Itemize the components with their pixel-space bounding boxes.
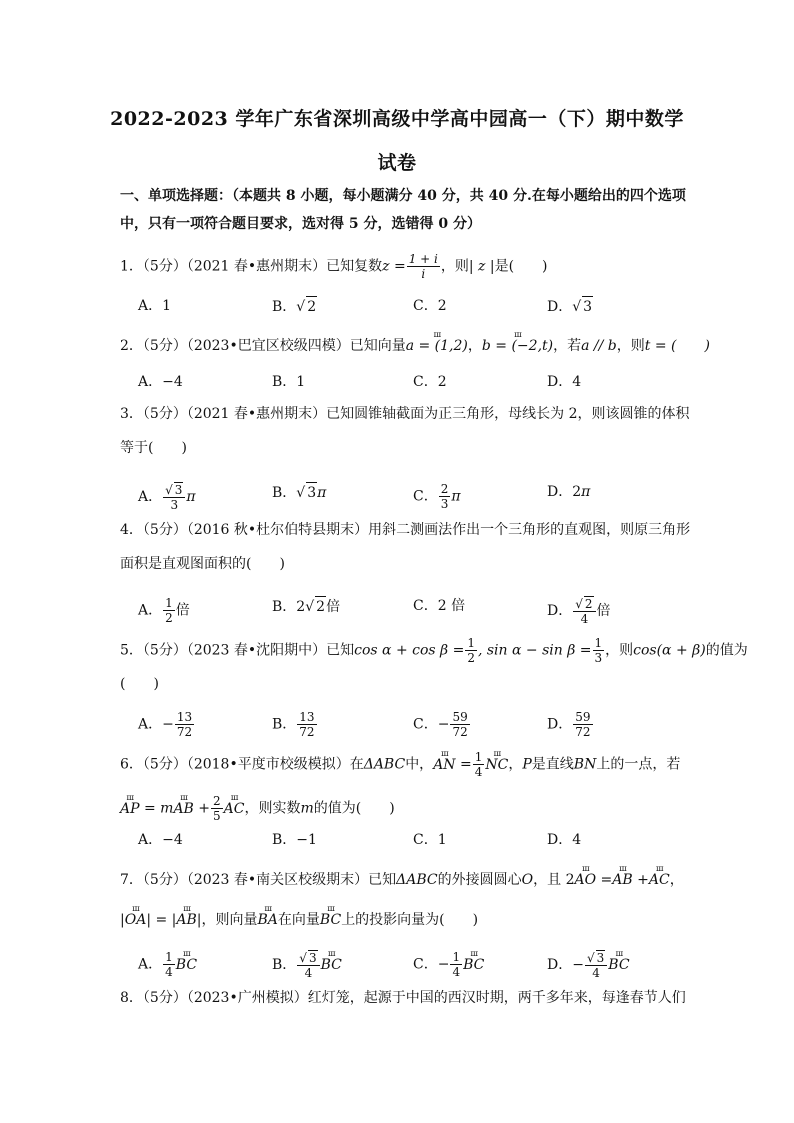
q3-option-c: C． $\frac{2}{3}$ π [413, 482, 461, 511]
q2-option-c: C．2 [413, 374, 447, 390]
q2-vector-a: ш a = (1,2) [406, 336, 468, 356]
q7-option-b: B． $\frac{√ 3}{4}$ ш BC [272, 950, 342, 980]
q6-option-a: A．−4 [138, 832, 183, 848]
question-1-stem [120, 252, 548, 281]
question-7-stem-line2: |ш OA| = |ш AB|，则向量ш BA在向量ш BC上的投影向量为( ) [120, 910, 478, 930]
q1-numerator: 1 + i [408, 252, 438, 266]
q4-option-c: C．2 倍 [413, 598, 466, 614]
q1-abs-z: | z | [468, 258, 495, 275]
q2-vector-b: ш b = (−2,t) [482, 336, 553, 356]
q1-text-mid: ，则 [440, 258, 469, 275]
question-4-stem-line1: 4．（5分）（2016 秋•杜尔伯特县期末）用斜二测画法作出一个三角形的直观图，则原三角形 [120, 522, 691, 538]
q2-option-b: B．1 [272, 374, 306, 390]
q5-option-b: B． $\frac{13}{72}$ [272, 710, 315, 739]
q1-option-b: B．√ 2 [272, 296, 317, 317]
q4-option-a: A． $\frac{1}{2}$ 倍 [138, 596, 190, 625]
q1-denominator: i [421, 267, 426, 281]
q3-option-d: D．2π [547, 484, 591, 500]
q7-option-a: A． $\frac{1}{4}$ ш BC [138, 950, 197, 979]
q5-option-a: A．− $\frac{13}{72}$ [138, 710, 193, 739]
q1-fraction [407, 252, 440, 281]
question-3-stem-line1: 3．（5分）（2021 春•惠州期末）已知圆锥轴截面为正三角形，母线长为 2，则该圆锥的体积 [120, 406, 690, 422]
section-heading-line2: 中，只有一项符合题目要求，选对得 5 分，选错得 0 分） [120, 216, 481, 232]
exam-title-line2: 试卷 [377, 152, 417, 174]
q7-option-c: C．− $\frac{1}{4}$ ш BC [413, 950, 484, 979]
q2-parallel: a // b [581, 338, 617, 354]
q6-option-c: C．1 [413, 832, 447, 848]
question-5-stem-line2: ( ) [120, 676, 159, 692]
question-8-stem-line1: 8．（5分）（2023•广州模拟）红灯笼，起源于中国的西汉时期，两千多年来，每逢春节人们 [120, 990, 686, 1006]
q6-option-b: B．−1 [272, 832, 317, 848]
q4-option-b: B．2√ 2倍 [272, 596, 340, 617]
q6-option-d: D．4 [547, 832, 582, 848]
q1-text-end: 是( ) [494, 258, 548, 275]
q1-option-a: A．1 [138, 298, 172, 314]
question-5-stem-line1: 5．（5分）（2023 春•沈阳期中）已知cos α + cos β = $\frac{1}{2}$ , sin α − sin β = $\frac{1}{3}$ ，则cos(α + β)的值为 [120, 636, 748, 665]
q1-option-c: C．2 [413, 298, 447, 314]
q3-option-a: A． $\frac{√ 3}{3}$ π [138, 483, 196, 512]
q4-option-d: D． $\frac{√ 2}{4}$ 倍 [547, 597, 611, 626]
question-7-stem-line1: 7．（5分）（2023 春•南关区校级期末）已知ΔABC的外接圆圆心O，且 2ш AO =ш AB +ш AC， [120, 870, 684, 890]
q2-option-d: D．4 [547, 374, 582, 390]
q1-text: 1．（5分）（2021 春•惠州期末）已知复数 [120, 258, 383, 275]
q5-option-c: C．− $\frac{59}{72}$ [413, 710, 468, 739]
question-2-stem: 2．（5分）（2023•巴宜区校级四模）已知向量ш a = (1,2)，ш b = (−2,t)，若a // b，则t = ( ) [120, 336, 710, 356]
q1-option-d: D．√ 3 [547, 296, 593, 317]
q2-option-a: A．−4 [138, 374, 183, 390]
q1-z: z = [382, 258, 406, 275]
q2-t: t = ( ) [644, 338, 710, 354]
exam-title-line1: 2022-2023 学年广东省深圳高级中学高中园高一（下）期中数学 [110, 108, 684, 130]
section-heading-line1: 一、单项选择题：（本题共 8 小题，每小题满分 40 分，共 40 分.在每小题给出的四个选项 [120, 188, 686, 204]
q7-option-d: D．− $\frac{√ 3}{4}$ ш BC [547, 950, 630, 980]
q5-option-d: D． $\frac{59}{72}$ [547, 710, 591, 739]
q3-option-b: B．√ 3π [272, 482, 326, 503]
question-6-stem-line1: 6．（5分）（2018•平度市校级模拟）在ΔABC中，ш AN = $\frac{1}{4}$ ш NC，P是直线BN上的一点，若 [120, 750, 680, 779]
question-3-stem-line2: 等于( ) [120, 440, 187, 456]
question-4-stem-line2: 面积是直观图面积的( ) [120, 556, 285, 572]
question-6-stem-line2: ш AP = mш AB + $\frac{2}{5}$ ш AC，则实数m的值为( ) [120, 794, 395, 823]
